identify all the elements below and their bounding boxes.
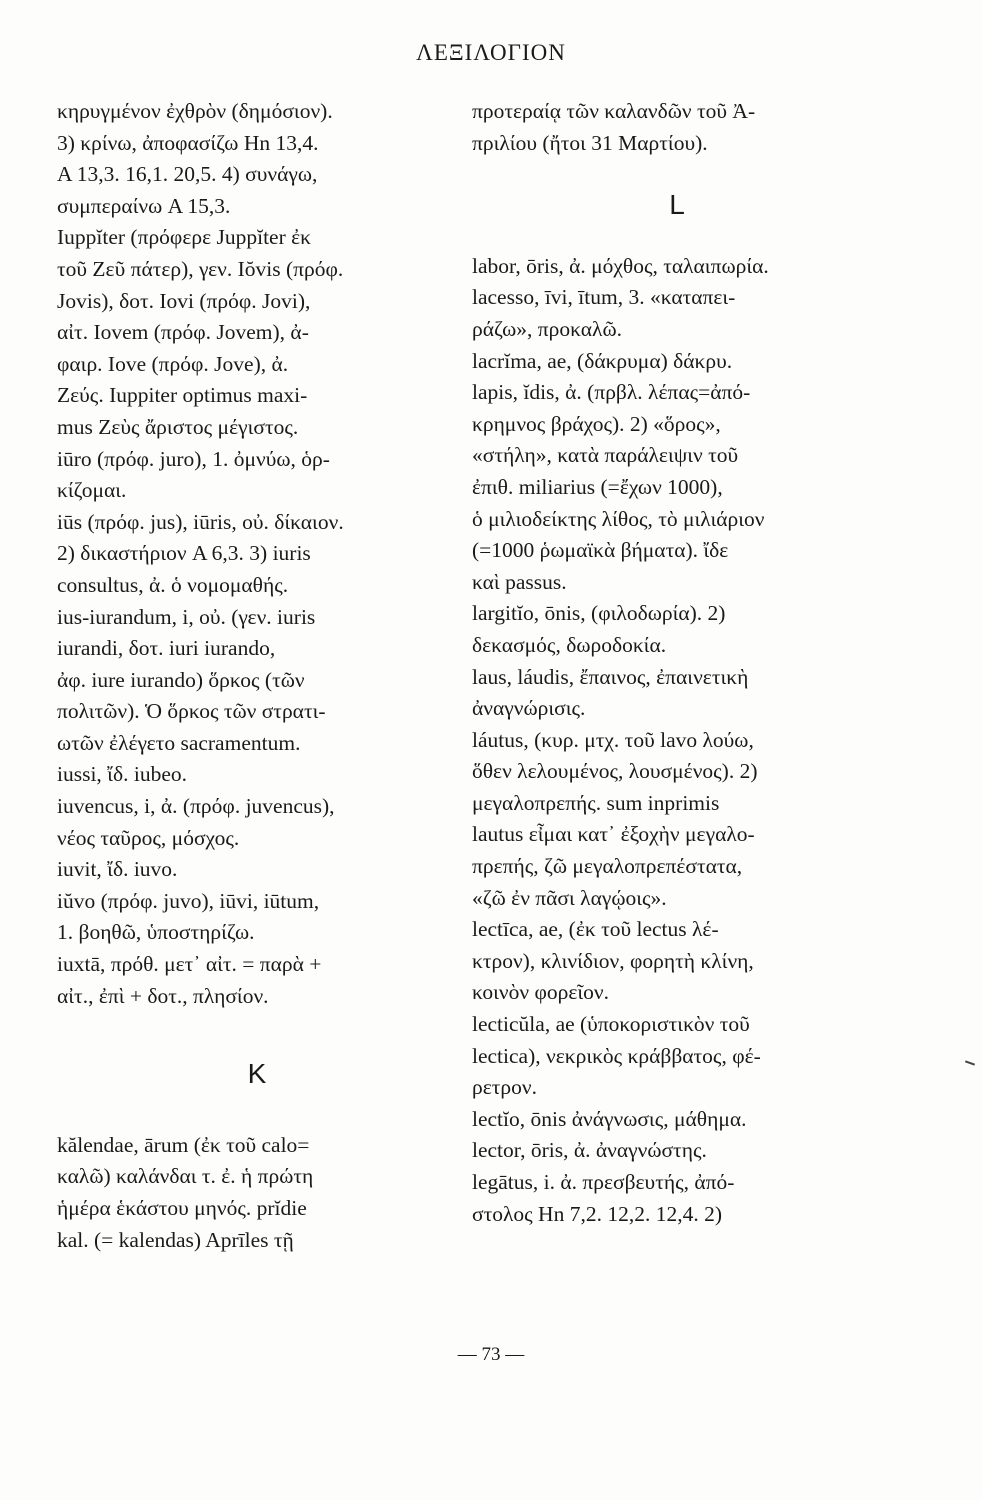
text-line: ὅθεν λελουμένος, λουσμένος). 2) — [472, 759, 758, 784]
page-number: — 73 — — [457, 1344, 525, 1365]
text-line: καὶ passus. — [472, 569, 567, 594]
text-line: iūro (πρόφ. juro), 1. ὀμνύω, ὁρ- — [57, 446, 330, 471]
text-line: 2) δικαστήριον A 6,3. 3) iuris — [57, 541, 311, 566]
text-line: «στήλη», κατὰ παράλειψιν τοῦ — [472, 443, 739, 468]
margin-mark — [965, 1060, 975, 1065]
text-line: κηρυγμένον ἐχθρὸν (δημόσιον). — [57, 99, 333, 123]
text-line: A 13,3. 16,1. 20,5. 4) συνάγω, — [57, 162, 318, 187]
text-line: consultus, ἀ. ὁ νομομαθής. — [57, 572, 289, 597]
text-line: kălendae, ārum (ἐκ τοῦ calo= — [57, 1132, 310, 1157]
text-line: κοινὸν φορεῖον. — [472, 980, 610, 1005]
text-line: μεγαλοπρεπής. sum inprimis — [472, 790, 720, 815]
text-line: Jovis), δοτ. Iovi (πρόφ. Jovi), — [57, 288, 311, 313]
right-entries — [472, 251, 882, 1230]
text-line: lapis, ĭdis, ἀ. (πρβλ. λέπας=ἀπό- — [472, 380, 751, 405]
text-line: labor, ōris, ἀ. μόχθος, ταλαιπωρία. — [472, 253, 769, 278]
text-line: 1. βοηθῶ, ὑποστηρίζω. — [57, 920, 255, 945]
text-line: δεκασμός, δωροδοκία. — [472, 632, 667, 657]
left-column — [57, 96, 457, 1256]
text-line: ἡμέρα ἑκάστου μηνός. prĭdie — [57, 1196, 307, 1220]
text-line: legātus, i. ἀ. πρεσβευτής, ἀπό- — [472, 1170, 735, 1194]
text-line: κίζομαι. — [57, 478, 127, 503]
text-line: τοῦ Ζεῦ πάτερ), γεν. Iŏvis (πρόφ. — [57, 256, 344, 281]
text-line: kal. (= kalendas) Aprīles τῇ — [57, 1227, 294, 1252]
text-line: iussi, ἴδ. iubeo. — [57, 762, 187, 787]
text-line: largitĭo, ōnis, (φιλοδωρία). 2) — [472, 601, 726, 626]
text-line: ράζω», προκαλῶ. — [472, 316, 622, 341]
text-line: πριλίου (ἤτοι 31 Μαρτίου). — [472, 130, 708, 155]
right-entries-top — [472, 96, 882, 159]
text-line: iŭvo (πρόφ. juvo), iūvi, iūtum, — [57, 888, 320, 913]
text-line: iuxtā, πρόθ. μετ᾽ αἰτ. = παρὰ + — [57, 952, 322, 977]
text-line: lector, ōris, ἀ. ἀναγνώστης. — [472, 1138, 707, 1163]
text-line: «ζῶ ἐν πᾶσι λαγῴοις». — [472, 885, 667, 910]
text-line: lautus εἶμαι κατ᾽ ἐξοχὴν μεγαλο- — [472, 822, 755, 847]
text-line: lectīca, ae, (ἐκ τοῦ lectus λέ- — [472, 917, 719, 942]
text-line: lecticŭla, ae (ὑποκοριστικὸν τοῦ — [472, 1012, 750, 1037]
text-line: πολιτῶν). Ὁ ὅρκος τῶν στρατι- — [57, 699, 326, 724]
text-line: (=1000 ῥωμαϊκὰ βήματα). ἴδε — [472, 538, 729, 563]
text-line: iuvit, ἴδ. iuvo. — [57, 857, 178, 882]
text-line: ωτῶν ἐλέγετο sacramentum. — [57, 730, 301, 755]
text-line: φαιρ. Iove (πρόφ. Jove), ἀ. — [57, 351, 289, 376]
section-letter-l: L — [669, 189, 685, 221]
text-line: mus Ζεὺς ἄριστος μέγιστος. — [57, 414, 299, 439]
text-line: ἐπιθ. miliarius (=ἔχων 1000), — [472, 474, 723, 499]
text-line: lacrĭma, ae, (δάκρυμα) δάκρυ. — [472, 348, 733, 373]
text-line: πρεπής, ζῶ μεγαλοπρεπέστατα, — [472, 854, 743, 879]
right-column — [472, 96, 882, 1230]
left-entries — [57, 96, 457, 1012]
text-line: αἰτ., ἐπὶ + δοτ., πλησίον. — [57, 983, 269, 1008]
text-line: lacesso, īvi, ītum, 3. «καταπει- — [472, 285, 736, 310]
text-line: lectĭo, ōnis ἀνάγνωσις, μάθημα. — [472, 1106, 747, 1131]
section-letter-k: K — [247, 1058, 267, 1090]
text-line: iūs (πρόφ. jus), iūris, οὐ. δίκαιον. — [57, 509, 344, 534]
page-header: ΛΕΞΙΛΟΓΙΟΝ — [416, 40, 566, 65]
left-entries-k — [57, 1130, 457, 1256]
text-line: ἀναγνώρισις. — [472, 696, 586, 721]
text-line: κτρον), κλινίδιον, φορητὴ κλίνη, — [472, 948, 754, 973]
text-line: στολος Hn 7,2. 12,2. 12,4. 2) — [472, 1201, 722, 1226]
text-line: láutus, (κυρ. μτχ. τοῦ lavo λούω, — [472, 727, 754, 752]
text-line: iuvencus, i, ἀ. (πρόφ. juvencus), — [57, 794, 335, 819]
text-line: Iuppĭter (πρόφερε Juppĭter ἐκ — [57, 225, 312, 250]
text-line: iurandi, δοτ. iuri iurando, — [57, 636, 276, 661]
text-line: ρετρον. — [472, 1075, 537, 1100]
text-line: lectica), νεκρικὸς κράββατος, φέ- — [472, 1043, 761, 1068]
text-line: ius-iurandum, i, οὐ. (γεν. iuris — [57, 604, 316, 629]
text-line: Ζεύς. Iuppiter optimus maxi- — [57, 383, 308, 408]
text-line: ἀφ. iure iurando) ὅρκος (τῶν — [57, 667, 305, 692]
text-line: ὁ μιλιοδείκτης λίθος, τὸ μιλιάριον — [472, 506, 765, 531]
text-line: 3) κρίνω, ἀποφασίζω Hn 13,4. — [57, 130, 319, 155]
text-line: νέος ταῦρος, μόσχος. — [57, 825, 240, 850]
text-line: κρημνος βράχος). 2) «ὅρος», — [472, 411, 721, 436]
text-line: καλῶ) καλάνδαι τ. ἐ. ἡ πρώτη — [57, 1164, 314, 1189]
text-line: αἰτ. Iovem (πρόφ. Jovem), ἀ- — [57, 320, 309, 345]
text-line: laus, láudis, ἔπαινος, ἐπαινετικὴ — [472, 664, 749, 689]
text-line: προτεραίᾳ τῶν καλανδῶν τοῦ Ἀ- — [472, 99, 756, 123]
text-line: συμπεραίνω A 15,3. — [57, 193, 231, 218]
